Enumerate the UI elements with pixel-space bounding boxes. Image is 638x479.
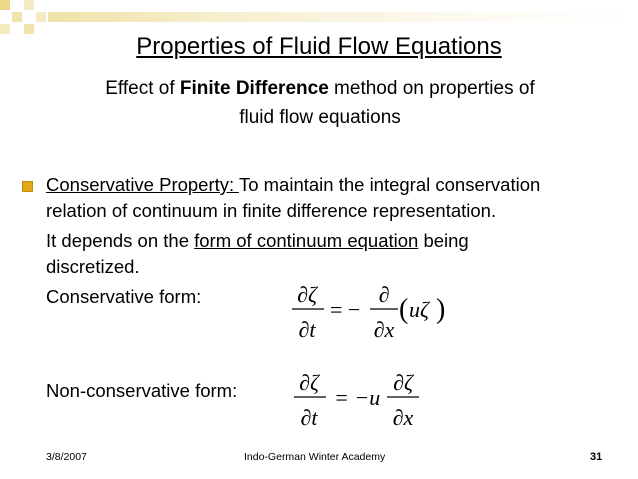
subtitle-bold: Finite Difference (179, 78, 329, 99)
bullet-text-3-suffix: being (418, 230, 469, 251)
bullet-text-3-prefix: It depends on the (46, 230, 195, 251)
continuum-form-phrase: form of continuum equation (194, 230, 419, 251)
eq1-den-right: ∂x (373, 317, 395, 342)
eq2-den-left: ∂t (300, 405, 318, 430)
bullet-line-1 (46, 172, 540, 198)
bullet-line-2: relation of continuum in finite difference representation. (46, 200, 497, 221)
eq1-inner: uζ (409, 297, 429, 322)
nonconservative-form-label: Non-conservative form: (46, 380, 238, 401)
subtitle-prefix: Effect of (105, 78, 180, 99)
slide-title: Properties of Fluid Flow Equations (136, 33, 502, 60)
conservative-property-heading: Conservative Property: (46, 174, 239, 195)
subtitle-suffix: method on properties of (328, 78, 535, 99)
bullet-line-3 (46, 228, 469, 254)
conservative-equation (288, 276, 448, 346)
eq2-num-right: ∂ζ (393, 370, 413, 395)
eq1-den-left: ∂t (298, 317, 316, 342)
eq1-equals: = − (330, 297, 361, 322)
subtitle-line2: fluid flow equations (239, 107, 401, 128)
footer-center: Indo-German Winter Academy (244, 451, 386, 463)
nonconservative-equation (290, 364, 430, 434)
eq2-equals: = −u (334, 385, 381, 410)
eq2-num-left: ∂ζ (299, 370, 319, 395)
page-number: 31 (590, 451, 603, 463)
eq1-rparen: ) (436, 294, 446, 325)
eq1-num-left: ∂ζ (297, 282, 317, 307)
slide-subtitle (40, 74, 600, 132)
bullet-text-1: To maintain the integral conservation (238, 174, 541, 195)
bullet-icon (22, 181, 33, 192)
bullet-line-4: discretized. (46, 256, 140, 277)
conservative-form-label: Conservative form: (46, 286, 202, 307)
eq1-num-right: ∂ (378, 282, 390, 307)
eq1-lparen: ( (399, 294, 409, 325)
eq2-den-right: ∂x (392, 405, 414, 430)
footer-date: 3/8/2007 (46, 451, 87, 463)
